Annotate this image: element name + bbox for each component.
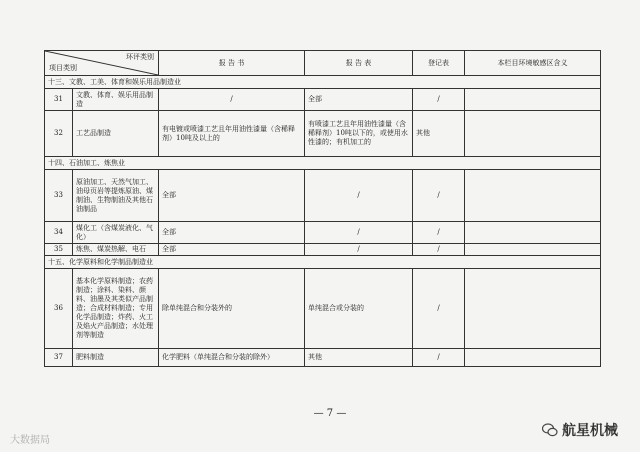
row-sensitive bbox=[465, 111, 601, 157]
row-number: 35 bbox=[45, 244, 73, 256]
row-sensitive bbox=[465, 349, 601, 367]
row-report-form: 其他 bbox=[305, 349, 413, 367]
row-registration: / bbox=[413, 222, 465, 244]
row-category: 煤化工（含煤炭液化、气化） bbox=[73, 222, 159, 244]
section-row bbox=[45, 76, 601, 89]
row-number: 37 bbox=[45, 349, 73, 367]
table-row bbox=[45, 170, 601, 222]
header-report-form: 报 告 表 bbox=[305, 51, 413, 76]
section-title: 十三、文教、工美、体育和娱乐用品制造业 bbox=[45, 76, 601, 89]
row-report-form: 全部 bbox=[305, 89, 413, 111]
table-row bbox=[45, 349, 601, 367]
row-category: 工艺品制造 bbox=[73, 111, 159, 157]
section-row bbox=[45, 157, 601, 170]
row-sensitive bbox=[465, 269, 601, 349]
row-report-book: 有电镀或喷漆工艺且年用油性漆量（含稀释剂）10吨及以上的 bbox=[159, 111, 305, 157]
row-registration: / bbox=[413, 269, 465, 349]
row-registration: / bbox=[413, 89, 465, 111]
watermark-right bbox=[542, 420, 618, 440]
watermark-right-text: 航星机械 bbox=[562, 423, 618, 439]
row-number: 34 bbox=[45, 222, 73, 244]
section-row bbox=[45, 256, 601, 269]
row-number: 32 bbox=[45, 111, 73, 157]
row-report-book: 全部 bbox=[159, 222, 305, 244]
section-title: 十五、化学原料和化学制品制造业 bbox=[45, 256, 601, 269]
table-row bbox=[45, 89, 601, 111]
row-report-form: / bbox=[305, 222, 413, 244]
row-report-form: 单纯混合或分装的 bbox=[305, 269, 413, 349]
row-category: 基本化学原料制造；农药制造；涂料、染料、颜料、油墨及其类似产品制造；合成材料制造；专用化学品制造；炸药、火工及焰火产品制造；水处理剂等制造 bbox=[73, 269, 159, 349]
table-row bbox=[45, 269, 601, 349]
row-report-book: 全部 bbox=[159, 244, 305, 256]
row-report-form: / bbox=[305, 170, 413, 222]
header-sensitive-area: 本栏目环境敏感区含义 bbox=[465, 51, 601, 76]
watermark-left: 大数据局 bbox=[10, 435, 50, 446]
row-registration: / bbox=[413, 349, 465, 367]
page-number: — 7 — bbox=[313, 408, 347, 419]
row-sensitive bbox=[465, 244, 601, 256]
row-report-book: 全部 bbox=[159, 170, 305, 222]
table-row bbox=[45, 222, 601, 244]
row-registration: / bbox=[413, 244, 465, 256]
table-row bbox=[45, 244, 601, 256]
row-number: 36 bbox=[45, 269, 73, 349]
row-sensitive bbox=[465, 170, 601, 222]
row-report-book: / bbox=[159, 89, 305, 111]
row-category: 原油加工、天然气加工、油母页岩等提炼原油、煤制油、生物制油及其他石油制品 bbox=[73, 170, 159, 222]
row-category: 文教、体育、娱乐用品制造 bbox=[73, 89, 159, 111]
row-registration: 其他 bbox=[413, 111, 465, 157]
row-number: 33 bbox=[45, 170, 73, 222]
row-report-form: 有喷漆工艺且年用油性漆量（含稀释剂）10吨以下的，或使用水性漆的；有机加工的 bbox=[305, 111, 413, 157]
section-title: 十四、石油加工、炼焦业 bbox=[45, 157, 601, 170]
wechat-logo-icon bbox=[542, 422, 558, 438]
header-env-category: 环评类别 bbox=[126, 53, 154, 61]
row-registration: / bbox=[413, 170, 465, 222]
diagonal-header-cell bbox=[45, 51, 159, 76]
row-category: 炼焦、煤炭热解、电石 bbox=[73, 244, 159, 256]
table-row bbox=[45, 111, 601, 157]
row-report-form: / bbox=[305, 244, 413, 256]
row-sensitive bbox=[465, 89, 601, 111]
header-registration: 登记表 bbox=[413, 51, 465, 76]
table-header-row bbox=[45, 51, 601, 76]
header-report-book: 报 告 书 bbox=[159, 51, 305, 76]
header-project-category: 项目类别 bbox=[49, 64, 77, 72]
row-category: 肥料制造 bbox=[73, 349, 159, 367]
row-report-book: 化学肥料（单纯混合和分装的除外） bbox=[159, 349, 305, 367]
row-report-book: 除单纯混合和分装外的 bbox=[159, 269, 305, 349]
row-sensitive bbox=[465, 222, 601, 244]
row-number: 31 bbox=[45, 89, 73, 111]
classification-table bbox=[44, 50, 601, 367]
